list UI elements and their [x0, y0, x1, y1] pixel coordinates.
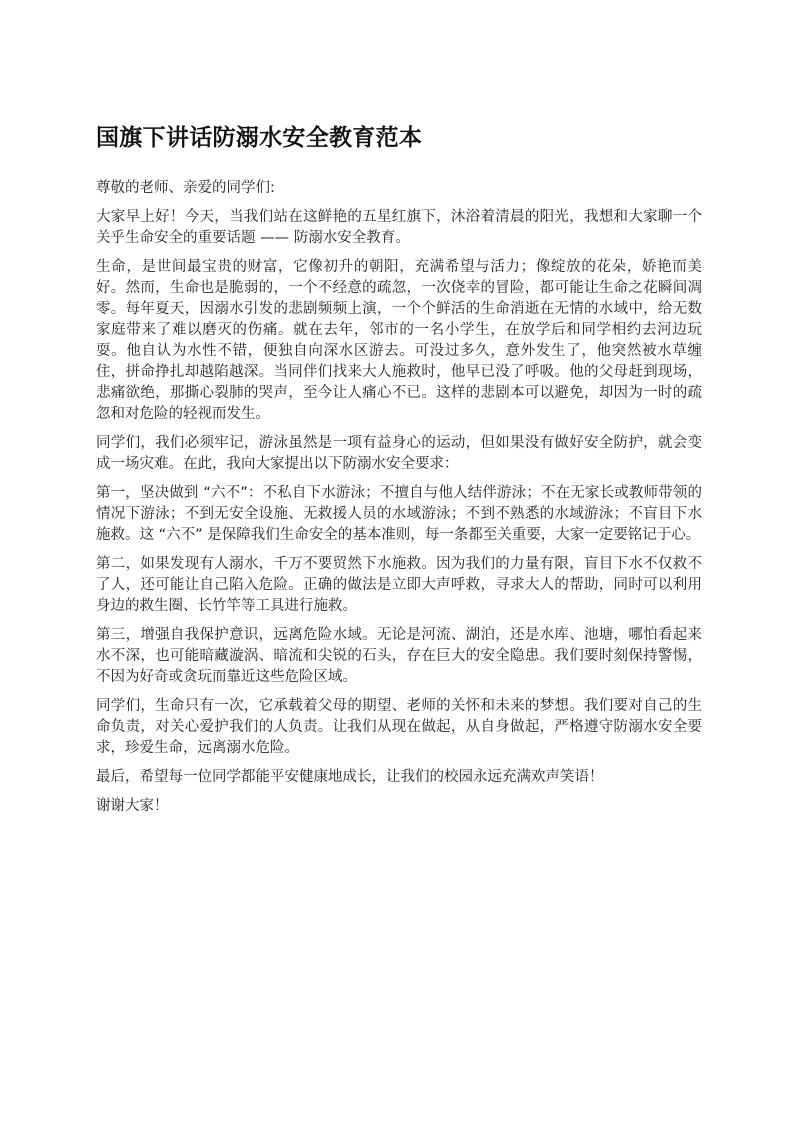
body-paragraph-cherish-life: 同学们，生命只有一次，它承载着父母的期望、老师的关怀和未来的梦想。我们要对自己的生命负责，对关心爱护我们的人负责。让我们从现在做起，从自身做起，严格遵守防溺水安全要求，珍爱生命，远离溺水危险。 [96, 698, 702, 756]
body-paragraph-life: 生命，是世间最宝贵的财富，它像初升的朝阳，充满希望与活力；像绽放的花朵，娇艳而美好。然而，生命也是脆弱的，一个不经意的疏忽，一次侥幸的冒险，都可能让生命之花瞬间凋零。每年夏天，因溺水引发的悲剧频频上演，一个个鲜活的生命消逝在无情的水域中，给无数家庭带来了难以磨灭的伤痛。就在去年，邻市的一名小学生，在放学后和同学相约去河边玩耍。他自认为水性不错，便独自向深水区游去。可没过多久，意外发生了，他突然被水草缠住，拼命挣扎却越陷越深。当同伴们找来大人施救时，他早已没了呼吸。他的父母赶到现场，悲痛欲绝，那撕心裂肺的哭声，至今让人痛心不已。这样的悲剧本可以避免，却因为一时的疏忽和对危险的轻视而发生。 [96, 259, 702, 422]
requirement-paragraph-first: 第一，坚决做到 “六不”：不私自下水游泳；不擅自与他人结伴游泳；不在无家长或教师带领的情况下游泳；不到无安全设施、无救援人员的水域游泳；不到不熟悉的水域游泳；不盲目下水施救。这 “六不” 是保障我们生命安全的基本准则，每一条都至关重要，大家一定要铭记于心。 [96, 485, 702, 543]
document-title: 国旗下讲话防溺水安全教育范本 [96, 125, 423, 151]
opening-paragraph: 大家早上好！今天，当我们站在这鲜艳的五星红旗下，沐浴着清晨的阳光，我想和大家聊一个关乎生命安全的重要话题 —— 防溺水安全教育。 [96, 209, 702, 246]
requirement-paragraph-third: 第三，增强自我保护意识，远离危险水域。无论是河流、湖泊，还是水库、池塘，哪怕看起来水不深，也可能暗藏漩涡、暗流和尖锐的石头，存在巨大的安全隐患。我们要时刻保持警惕，不因为好奇或贪玩而靠近这些危险区域。 [96, 627, 702, 685]
greeting-paragraph: 尊敬的老师、亲爱的同学们: [96, 180, 275, 196]
body-paragraph-requirements-intro: 同学们，我们必须牢记，游泳虽然是一项有益身心的运动，但如果没有做好安全防护，就会变成一场灾难。在此，我向大家提出以下防溺水安全要求： [96, 435, 702, 472]
requirement-paragraph-second: 第二，如果发现有人溺水，千万不要贸然下水施救。因为我们的力量有限，盲目下水不仅救不了人，还可能让自己陷入危险。正确的做法是立即大声呼救，寻求大人的帮助，同时可以利用身边的救生圈、长竹竿等工具进行施救。 [96, 556, 702, 614]
document-page [96, 118, 702, 825]
closing-paragraph: 最后，希望每一位同学都能平安健康地成长，让我们的校园永远充满欢声笑语！ [96, 769, 604, 785]
thanks-paragraph: 谢谢大家！ [96, 798, 169, 814]
